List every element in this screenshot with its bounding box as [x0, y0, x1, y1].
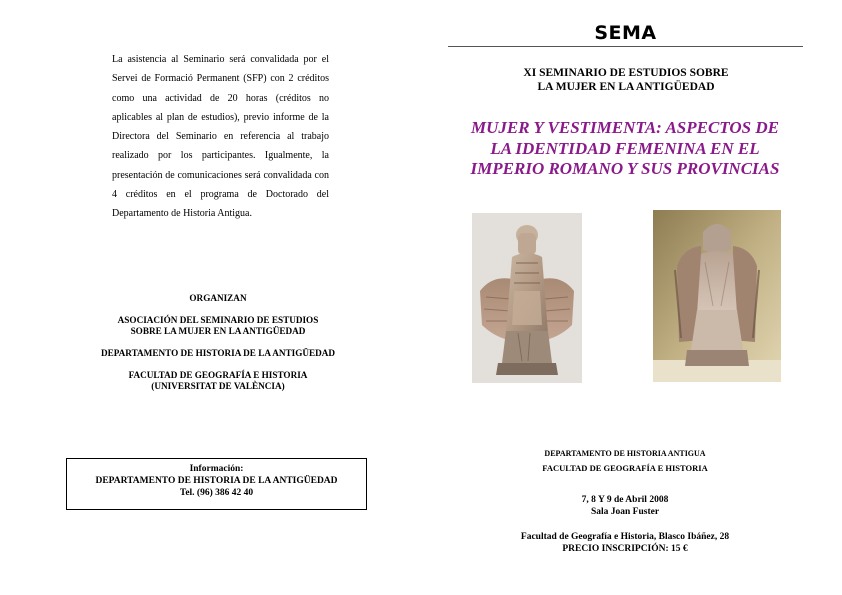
info-department: DEPARTAMENTO DE HISTORIA DE LA ANTIGÜEDAD [95, 476, 338, 486]
organizer-faculty-line2: (UNIVERSITAT DE VALÈNCIA) [151, 381, 285, 391]
faculty-name: FACULTAD DE GEOGRAFÍA E HISTORIA [542, 463, 708, 473]
title-divider [448, 46, 803, 47]
organizer-association [60, 315, 376, 337]
event-room: Sala Joan Fuster [590, 507, 660, 517]
info-label: Información: [189, 464, 244, 474]
event-date-text: 7, 8 Y 9 de Abril 2008 [581, 495, 669, 505]
information-box [66, 458, 367, 510]
organizer-department: DEPARTAMENTO DE HISTORIA DE LA ANTIGÜEDAD [100, 348, 336, 358]
seated-goddess-statue-image [472, 213, 582, 383]
event-dates [470, 494, 780, 518]
organizer-association-line1: ASOCIACIÓN DEL SEMINARIO DE ESTUDIOS [117, 315, 319, 325]
info-phone: Tel. (96) 386 42 40 [179, 488, 254, 498]
organizers-section [60, 293, 376, 403]
validation-paragraph: La asistencia al Seminario será convalidada por el Servei de Formació Permanent (SFP) con 2 créditos como una actividad de 20 horas (créditos no aplicables al plan de estudios), previo informe de la Directora del Seminario en referencia al trabajo realizado por los participantes. Igualmente, la presentación de comunicaciones será convalidada con 4 créditos en el programa de Doctorado del Departamento de Historia Antigua. [112, 54, 329, 220]
organizer-faculty-line1: FACULTAD DE GEOGRAFÍA E HISTORIA [128, 370, 308, 380]
venue-address: Facultad de Geografía e Historia, Blasco Ibáñez, 28 [520, 532, 730, 542]
department-name: DEPARTAMENTO DE HISTORIA ANTIGUA [544, 449, 706, 458]
seminar-title-line1: XI SEMINARIO DE ESTUDIOS SOBRE [523, 67, 729, 79]
organizer-association-line2: SOBRE LA MUJER EN LA ANTIGÜEDAD [130, 326, 306, 336]
main-title-line1: MUJER Y VESTIMENTA: ASPECTOS DE [471, 118, 779, 137]
main-title [450, 118, 800, 180]
main-title-line2: LA IDENTIDAD FEMENINA EN EL [490, 138, 760, 158]
sema-title: SEMA [594, 22, 657, 44]
organizer-faculty [60, 370, 376, 392]
main-title-line3: IMPERIO ROMANO Y SUS PROVINCIAS [470, 159, 780, 178]
seminar-title [460, 66, 792, 94]
venue-info [450, 531, 800, 555]
seated-terracotta-figure-image [653, 210, 781, 382]
seminar-title-line2: LA MUJER EN LA ANTIGÜEDAD [537, 81, 715, 93]
organizers-heading: ORGANIZAN [189, 293, 247, 303]
registration-price: PRECIO INSCRIPCIÓN: 15 € [562, 544, 688, 554]
